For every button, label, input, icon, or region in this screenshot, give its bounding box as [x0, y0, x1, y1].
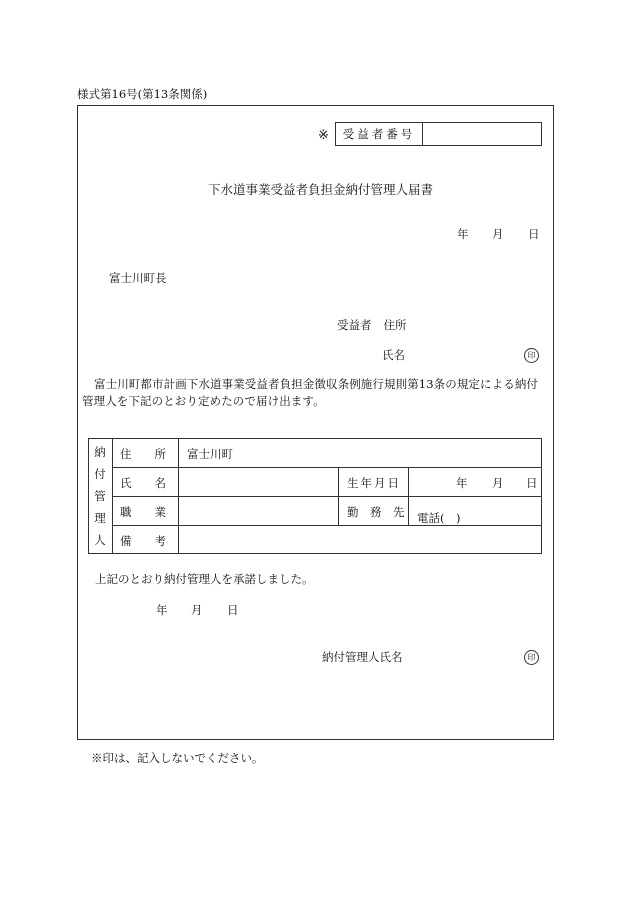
form-number: 様式第16号(第13条関係): [77, 87, 208, 101]
applicant-address-line: [337, 317, 407, 333]
workplace-label: 勤 務 先: [347, 505, 405, 519]
date-day: 日: [528, 227, 540, 241]
applicant-name-label: 氏名: [382, 348, 405, 362]
birth-month: 月: [492, 476, 504, 490]
body-text: 富士川町都市計画下水道事業受益者負担金徴収条例施行規則第13条の規定による納付管理人を下記のとおり定めたので届け出ます。: [82, 377, 539, 408]
applicant-seal-icon: 印: [524, 348, 539, 363]
remarks-label: 備 考: [120, 534, 166, 548]
phone-label: 電話( ): [417, 511, 461, 525]
manager-table: [88, 438, 542, 554]
consent-day: 日: [227, 603, 239, 617]
address-label: 住 所: [120, 447, 166, 461]
reference-number-box: [335, 122, 542, 146]
manager-vertical-label: 納 付 管 理 人: [94, 445, 106, 547]
reference-mark: ※: [318, 128, 329, 143]
document-title: 下水道事業受益者負担金納付管理人届書: [208, 182, 434, 197]
consent-month: 月: [191, 603, 203, 617]
applicant-address-label: 住所: [383, 318, 407, 332]
manager-name-label: 納付管理人氏名: [322, 650, 403, 664]
reference-number-field[interactable]: [423, 123, 541, 145]
addressee: 富士川町長: [109, 271, 167, 285]
birthdate-label: 生年月日: [347, 476, 401, 490]
name-label: 氏 名: [120, 476, 166, 490]
occupation-label: 職 業: [120, 505, 166, 519]
date-year: 年: [457, 227, 469, 241]
consent-text: 上記のとおり納付管理人を承諾しました。: [95, 572, 314, 586]
reference-number-label: 受益者番号: [336, 123, 423, 145]
applicant-role-label: 受益者: [337, 318, 372, 332]
date-month: 月: [492, 227, 504, 241]
address-value[interactable]: 富士川町: [187, 447, 233, 461]
birth-day: 日: [526, 476, 538, 490]
form-frame: [77, 105, 554, 740]
birth-year: 年: [456, 476, 468, 490]
footnote: ※印は、記入しないでください。: [91, 751, 264, 765]
consent-year: 年: [156, 603, 168, 617]
manager-seal-icon: 印: [524, 650, 539, 665]
